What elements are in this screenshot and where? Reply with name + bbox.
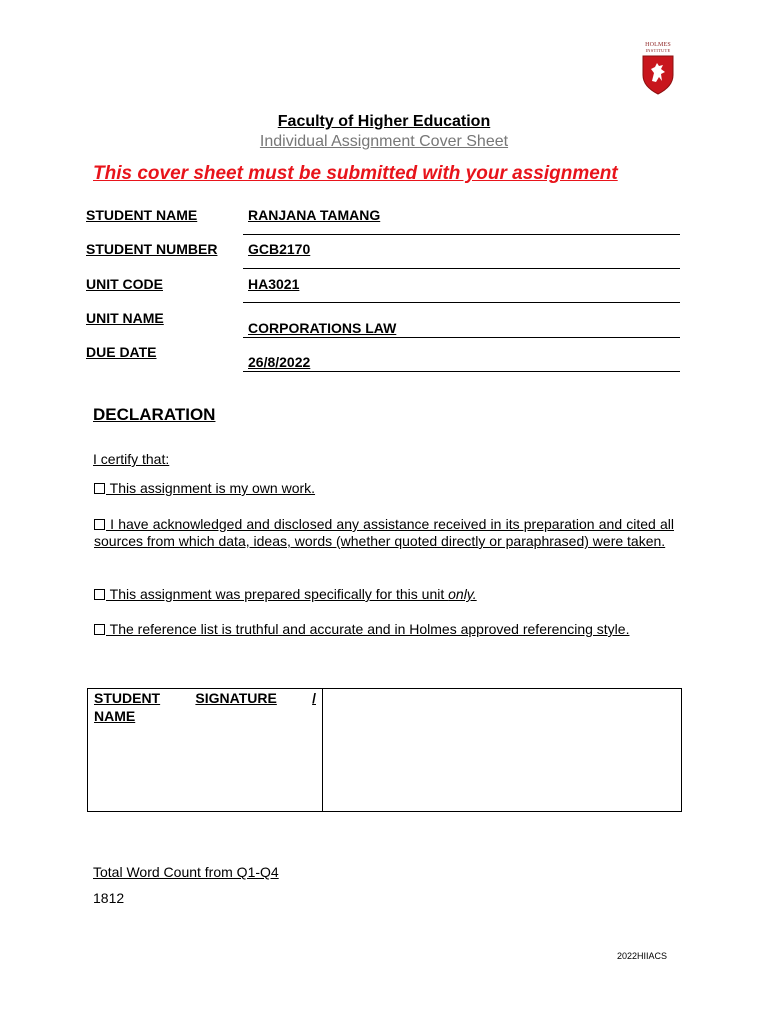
certify-intro: I certify that:: [93, 451, 170, 467]
unit-code-value: HA3021: [248, 276, 300, 292]
checkbox-acknowledged[interactable]: [94, 519, 105, 530]
declaration-item-acknowledged-text: I have acknowledged and disclosed any assistance received in its preparation and cited all sources from which data, ideas, words (whether quoted directly or paraphrased) were taken.: [94, 516, 674, 549]
signature-label-word3: /: [312, 690, 316, 706]
checkbox-reference-list[interactable]: [94, 624, 105, 635]
unit-name-label: UNIT NAME: [86, 310, 164, 326]
due-date-line: [243, 371, 680, 372]
footer-document-code: 2022HIIACS: [617, 951, 668, 961]
signature-table: [87, 688, 682, 812]
declaration-item-reference-list: [94, 621, 674, 638]
student-name-value: RANJANA TAMANG: [248, 207, 381, 223]
declaration-item-prepared: [94, 586, 674, 603]
submission-notice: This cover sheet must be submitted with your assignment: [93, 163, 618, 184]
logo-line2: INSTITUTE: [645, 48, 671, 53]
unit-name-line: [243, 337, 680, 338]
student-number-line: [243, 268, 680, 269]
holmes-institute-logo: [640, 42, 676, 96]
shield-icon: [642, 55, 674, 95]
declaration-item-prepared-text: This assignment was prepared specifically for this unit: [106, 586, 449, 602]
signature-label-word2: SIGNATURE: [195, 690, 277, 706]
due-date-value: 26/8/2022: [248, 354, 311, 370]
checkbox-prepared[interactable]: [94, 589, 105, 600]
logo-line1: HOLMES: [645, 42, 671, 48]
student-number-value: GCB2170: [248, 241, 311, 257]
due-date-label: DUE DATE: [86, 344, 157, 360]
declaration-item-own-work: [94, 480, 674, 497]
declaration-item-prepared-emphasis: only.: [448, 586, 477, 602]
signature-label: [94, 689, 316, 725]
unit-code-label: UNIT CODE: [86, 276, 163, 292]
student-name-label: STUDENT NAME: [86, 207, 198, 223]
cover-sheet-subtitle: Individual Assignment Cover Sheet: [259, 133, 509, 150]
signature-divider: [322, 689, 323, 811]
signature-label-word1: STUDENT: [94, 690, 161, 706]
declaration-item-reference-list-text: The reference list is truthful and accurate and in Holmes approved referencing style.: [106, 621, 630, 637]
declaration-item-acknowledged: [94, 516, 674, 550]
unit-name-value: CORPORATIONS LAW: [248, 320, 397, 336]
faculty-title: Faculty of Higher Education: [277, 113, 491, 130]
checkbox-own-work[interactable]: [94, 483, 105, 494]
signature-label-word4: NAME: [94, 708, 136, 724]
declaration-heading: DECLARATION: [93, 405, 216, 424]
declaration-item-own-work-text: This assignment is my own work.: [106, 480, 316, 496]
word-count-label: Total Word Count from Q1-Q4: [93, 864, 279, 880]
unit-code-line: [243, 302, 680, 303]
student-number-label: STUDENT NUMBER: [86, 241, 218, 257]
word-count-value: 1812: [93, 890, 125, 906]
student-name-line: [243, 234, 680, 235]
